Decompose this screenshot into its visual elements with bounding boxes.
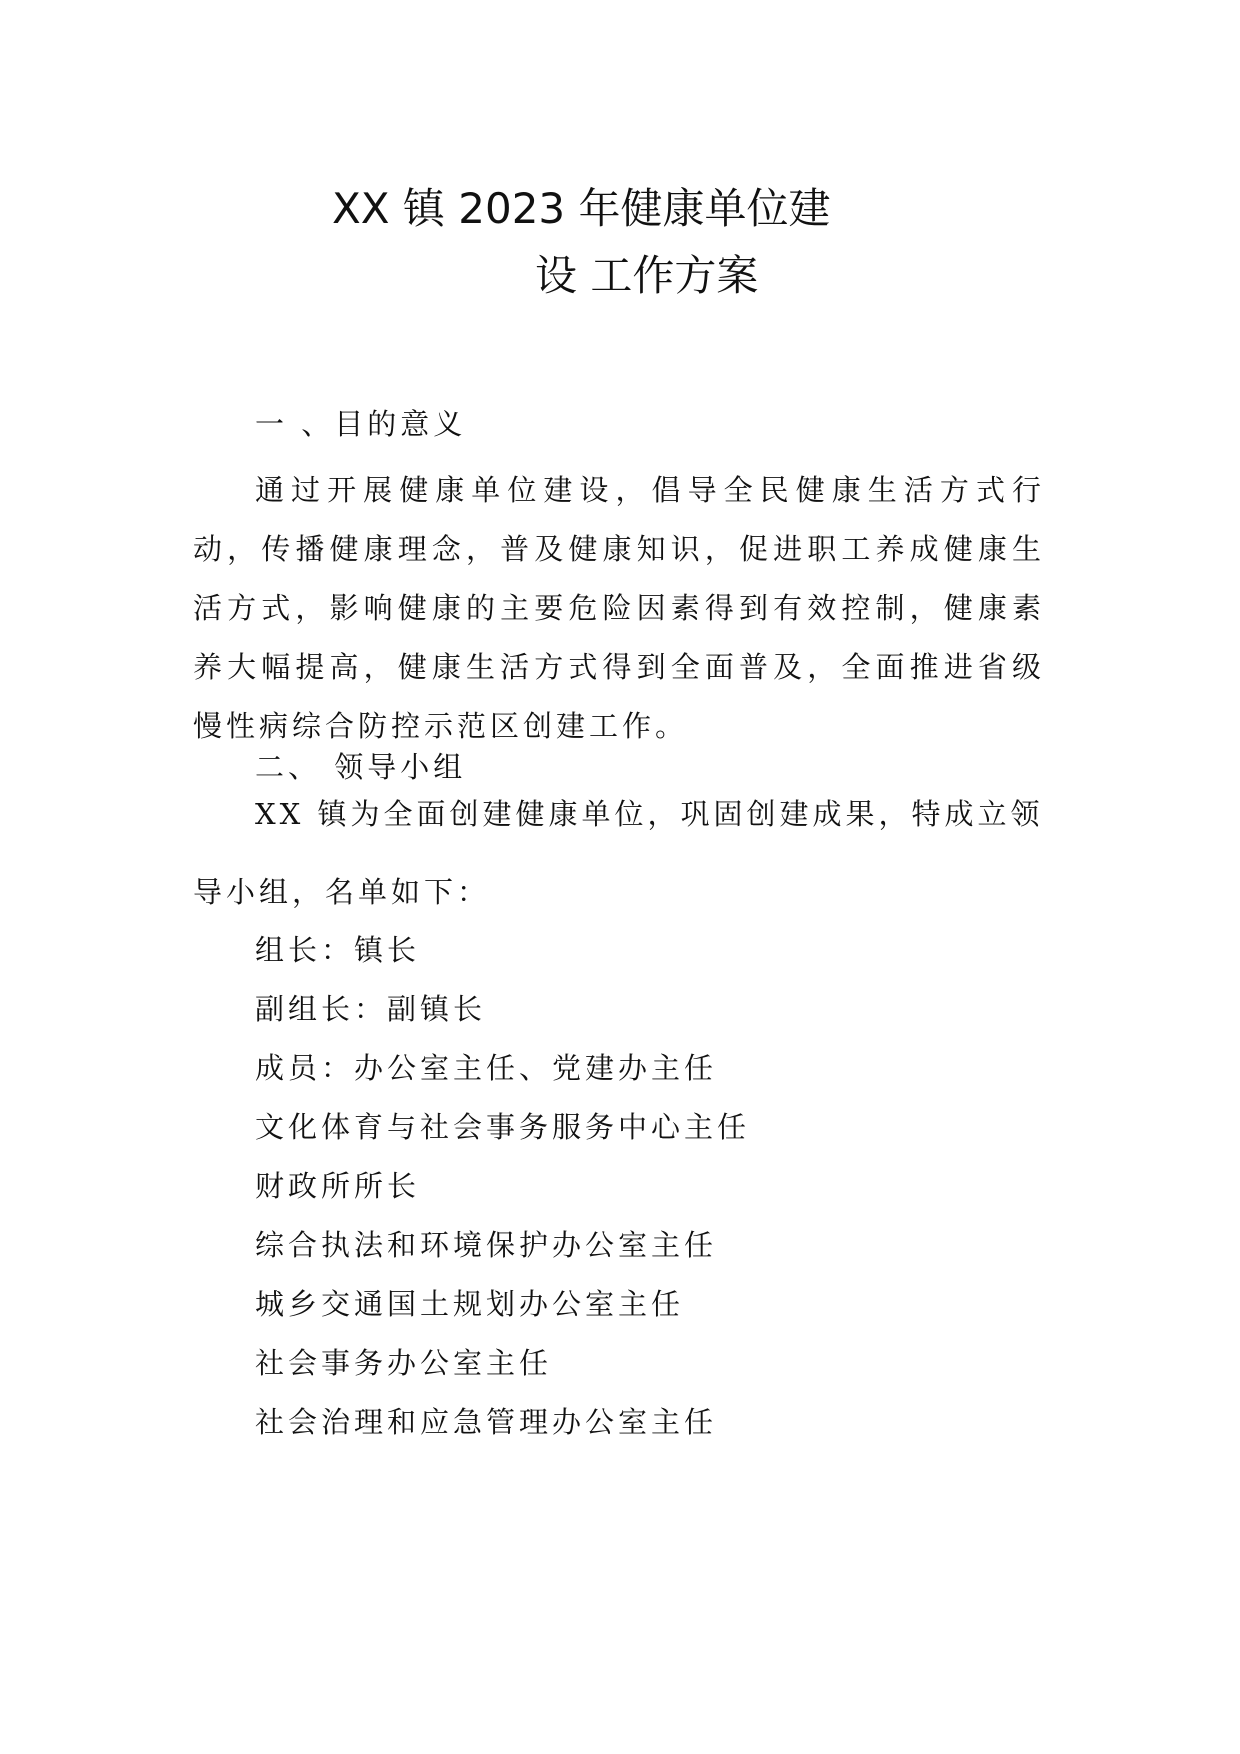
section-1-body: 通过开展健康单位建设，倡导全民健康生活方式行动，传播健康理念，普及健康知识，促进职工养成健康生活方式，影响健康的主要危险因素得到有效控制，健康素养大幅提高，健康生活方式得到全面普及，全面推进省级慢性病综合防控示范区创建工作。 <box>193 473 1045 743</box>
member-line: 副组长：副镇长 <box>255 992 487 1026</box>
member-line: 财政所所长 <box>255 1169 421 1203</box>
member-line: 成员：办公室主任、党建办主任 <box>255 1051 718 1085</box>
section-2-body: XX 镇为全面创建健康单位，巩固创建成果，特成立领导小组，名单如下： <box>193 797 1044 909</box>
member-line: 文化体育与社会事务服务中心主任 <box>255 1110 751 1144</box>
member-line: 社会事务办公室主任 <box>255 1346 553 1380</box>
title-text-1: XX 镇 2023 年健康单位建 <box>332 184 831 233</box>
member-line: 综合执法和环境保护办公室主任 <box>255 1228 718 1262</box>
section-2-heading: 二、 领导小组 <box>255 750 467 784</box>
member-line: 城乡交通国土规划办公室主任 <box>255 1287 685 1321</box>
title-text-2: 设 工作方案 <box>535 251 759 300</box>
member-line: 组长：镇长 <box>255 933 421 967</box>
member-line: 社会治理和应急管理办公室主任 <box>255 1405 718 1439</box>
section-1-heading: 一 、目的意义 <box>255 407 467 441</box>
